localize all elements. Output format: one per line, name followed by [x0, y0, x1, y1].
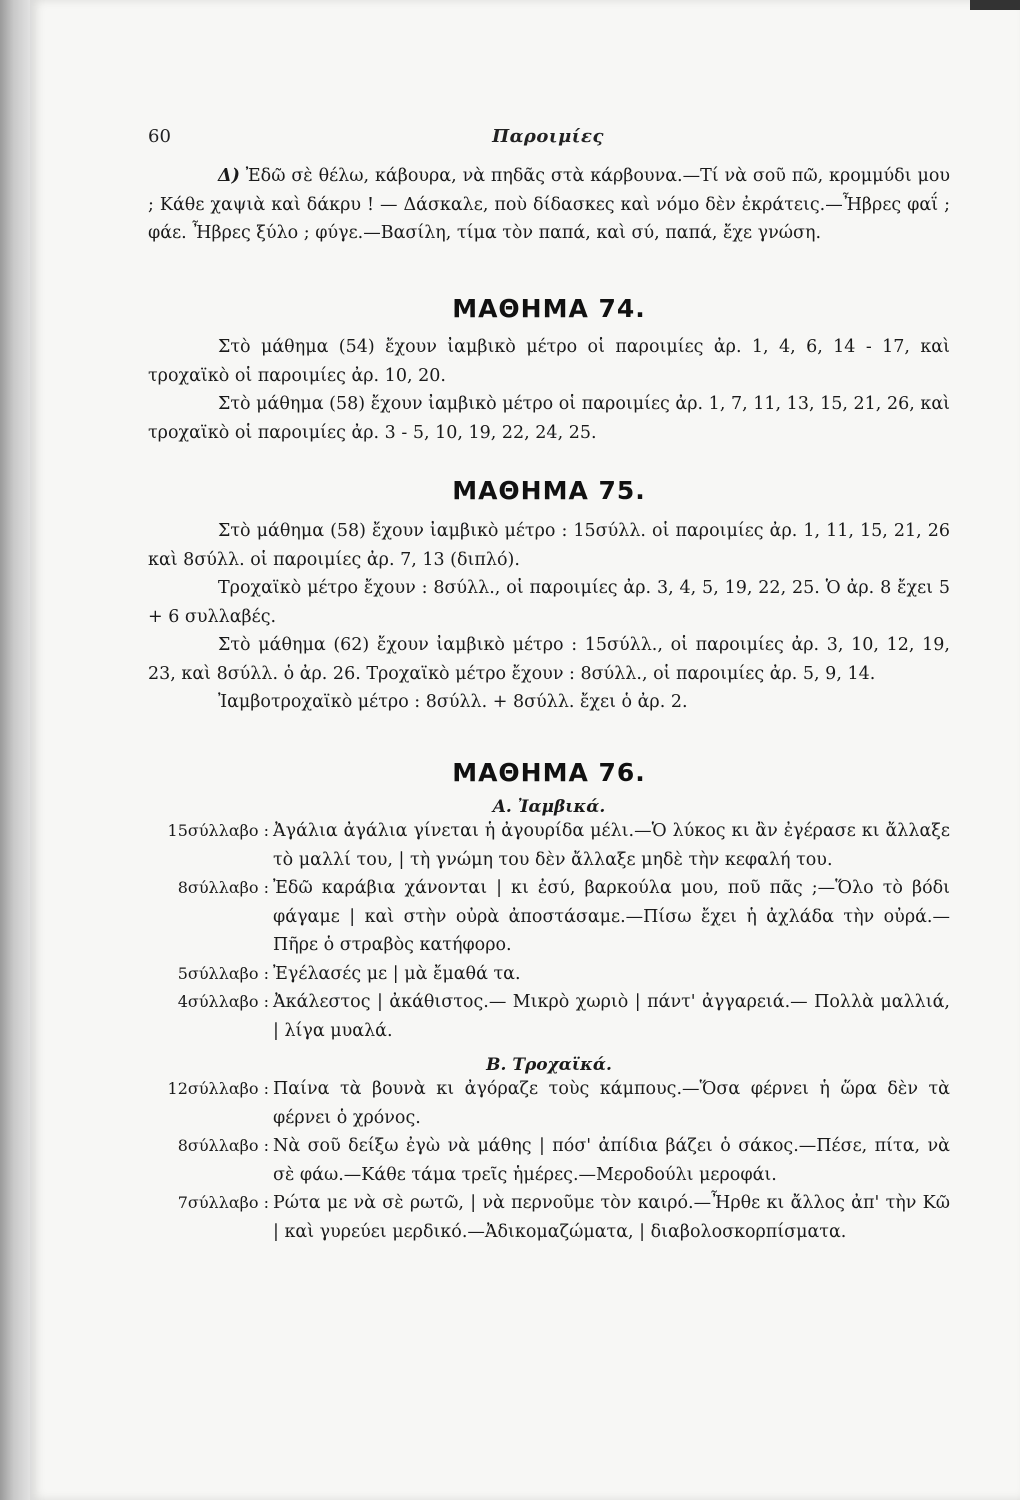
book-binding-edge — [0, 0, 30, 1500]
lesson-75-heading: ΜΑΘΗΜΑ 75. — [452, 476, 646, 505]
entry-text: Νὰ σοῦ δείξω ἐγὼ νὰ μάθης | πόσ' ἀπίδια βάζει ὁ σάκος.—Πέσε, πίτα, νὰ σὲ φάω.—Κάθε τάμα τρεῖς ἡμέρες.—Μεροδούλι μεροφάι. — [273, 1136, 950, 1185]
section-d — [148, 162, 950, 248]
trochaic-entry — [0, 1189, 950, 1246]
lesson-75-paragraph-3: Στὸ μάθημα (62) ἔχουν ἰαμβικὸ μέτρο : 15σύλλ., οἱ παροιμίες ἀρ. 3, 10, 12, 19, 23, καὶ 8σύλλ. ὁ ἀρ. 26. Τροχαϊκὸ μέτρο ἔχουν : 8σύλλ., οἱ παροιμίες ἀρ. 5, 9, 14. — [148, 635, 950, 684]
section-d-paragraph — [148, 162, 950, 248]
entry-text: Παίνα τὰ βουνὰ κι ἀγόραζε τοὺς κάμπους.—Ὅσα φέρνει ἡ ὥρα δὲν τὰ φέρνει ὁ χρόνος. — [273, 1079, 950, 1128]
meter-label: 5σύλλαβο : — [177, 963, 269, 983]
iambic-entry — [0, 874, 950, 960]
meter-label: 15σύλλαβο : — [167, 821, 269, 840]
lesson-75 — [148, 476, 950, 717]
meter-label: 7σύλλαβο : — [177, 1193, 269, 1212]
trochaic-entry — [0, 1132, 950, 1189]
entry-text: Ἀκάλεστος | ἀκάθιστος.— Μικρὸ χωριὸ | πάντ' ἀγγαρειά.— Πολλὰ μαλλιά, | λίγα μυαλά. — [273, 992, 950, 1041]
entry-text: Ρώτα με νὰ σὲ ρωτῶ, | νὰ περνοῦμε τὸν καιρό.—Ἦρθε κι ἄλλος ἀπ' τὴν Κῶ | καὶ γυρεύει μερδικό.—Ἀδικομαζώματα, | διαβολοσκορπίσματα. — [273, 1193, 950, 1242]
running-title: Παροιμίες — [492, 126, 604, 147]
iambic-subheading: Α. Ἰαμβικά. — [492, 797, 606, 817]
section-d-text: Ἐδῶ σὲ θέλω, κάβουρα, νὰ πηδᾶς στὰ κάρβουνα.—Τί νὰ σοῦ πῶ, κρομμύδι μου ; Κάθε χαψιὰ καὶ δάκρυ ! — Δάσκαλε, ποὺ δίδασκες καὶ νόμο δὲν ἐκράτεις.—Ἦβρες φαΐ ; φάε. Ἦβρες ξύλο ; φύγε.—Βασίλη, τίμα τὸν παπά, καὶ σύ, παπά, ἔχε γνώση. — [148, 166, 950, 243]
meter-label: 8σύλλαβο : — [177, 878, 269, 897]
page-header — [148, 126, 948, 150]
trochaic-entry — [0, 1075, 950, 1132]
page-number: 60 — [148, 126, 171, 147]
lesson-75-paragraph-4: Ἰαμβοτροχαϊκὸ μέτρο : 8σύλλ. + 8σύλλ. ἔχει ὁ ἀρ. 2. — [218, 692, 688, 712]
lesson-76 — [148, 758, 950, 1246]
meter-label: 4σύλλαβο : — [177, 992, 269, 1011]
lesson-74-paragraph-2: Στὸ μάθημα (58) ἔχουν ἰαμβικὸ μέτρο οἱ παροιμίες ἀρ. 1, 7, 11, 13, 15, 21, 26, καὶ τροχαϊκὸ οἱ παροιμίες ἀρ. 3 - 5, 10, 19, 22, 24, 25. — [148, 394, 950, 443]
page-corner-mark — [970, 0, 1020, 10]
trochaic-subheading: Β. Τροχαϊκά. — [486, 1055, 612, 1075]
lesson-75-paragraph-2: Τροχαϊκὸ μέτρο ἔχουν : 8σύλλ., οἱ παροιμίες ἀρ. 3, 4, 5, 19, 22, 25. Ὁ ἀρ. 8 ἔχει 5 + 6 συλλαβές. — [148, 578, 950, 627]
lesson-75-paragraph-1: Στὸ μάθημα (58) ἔχουν ἰαμβικὸ μέτρο : 15σύλλ. οἱ παροιμίες ἀρ. 1, 11, 15, 21, 26 καὶ 8σύλλ. οἱ παροιμίες ἀρ. 7, 13 (διπλό). — [148, 521, 950, 570]
lesson-74-heading: ΜΑΘΗΜΑ 74. — [452, 294, 646, 323]
iambic-entry — [0, 988, 950, 1045]
lesson-74 — [148, 294, 950, 447]
section-d-label: Δ) — [218, 166, 240, 186]
lesson-76-heading: ΜΑΘΗΜΑ 76. — [452, 758, 646, 787]
iambic-entry — [0, 817, 950, 874]
entry-text: Ἐγέλασές με | μὰ ἔμαθά τα. — [273, 963, 521, 984]
iambic-entry — [0, 960, 950, 989]
meter-label: 8σύλλαβο : — [177, 1136, 269, 1155]
entry-text: Ἐδῶ καράβια χάνονται | κι ἐσύ, βαρκούλα μου, ποῦ πᾶς ;—Ὅλο τὸ βόδι φάγαμε | καὶ στὴν οὐρὰ ἀποστάσαμε.—Πίσω ἔχει ἡ ἀχλάδα τὴν οὐρά.—Πῆρε ὁ στραβὸς κατήφορο. — [273, 878, 950, 955]
entry-text: Ἀγάλια ἀγάλια γίνεται ἡ ἀγουρίδα μέλι.—Ὁ λύκος κι ἂν ἐγέρασε κι ἄλλαξε τὸ μαλλί του, | τὴ γνώμη του δὲν ἄλλαξε μηδὲ τὴν κεφαλή του. — [273, 821, 950, 870]
meter-label: 12σύλλαβο : — [167, 1079, 269, 1098]
lesson-74-paragraph-1: Στὸ μάθημα (54) ἔχουν ἰαμβικὸ μέτρο οἱ παροιμίες ἀρ. 1, 4, 6, 14 - 17, καὶ τροχαϊκὸ οἱ παροιμίες ἀρ. 10, 20. — [148, 337, 950, 386]
